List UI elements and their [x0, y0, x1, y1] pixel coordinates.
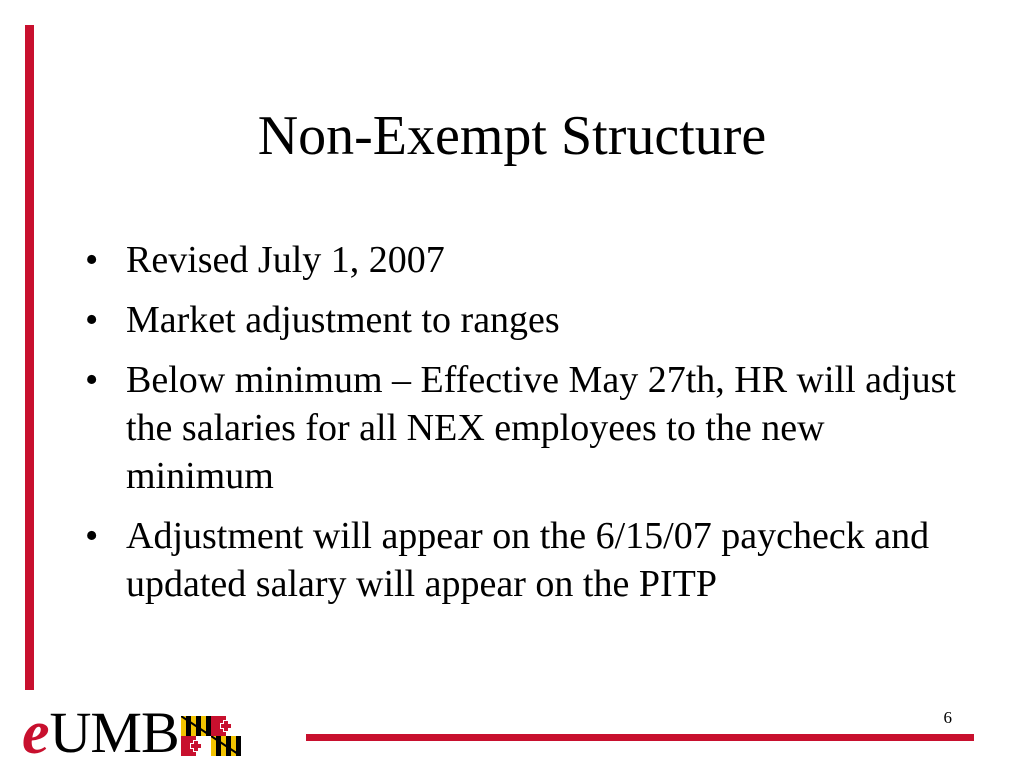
slide-title: Non-Exempt Structure [257, 105, 767, 167]
flag-crossland-quadrant [181, 736, 211, 756]
bullet-item [85, 296, 965, 344]
bullet-item [85, 356, 965, 500]
flag-calvert-quadrant [181, 716, 211, 736]
bottom-accent-bar [306, 734, 974, 741]
bullet-text: Adjustment will appear on the 6/15/07 paycheck and updated salary will appear on the PITP [126, 515, 930, 605]
logo-e-letter: e [22, 699, 50, 767]
bullet-marker: • [85, 359, 99, 401]
bullet-text: Below minimum – Effective May 27th, HR will adjust the salaries for all NEX employees to the new minimum [126, 359, 956, 497]
bullet-text: Revised July 1, 2007 [126, 239, 445, 281]
eumb-logo [22, 700, 241, 766]
bullet-marker: • [85, 239, 99, 281]
logo-umb-text: UMB [49, 700, 179, 765]
flag-crossland-quadrant [211, 716, 241, 736]
bullet-marker: • [85, 515, 99, 557]
bullet-marker: • [85, 299, 99, 341]
bullet-list [85, 236, 965, 620]
page-number: 6 [943, 708, 952, 727]
maryland-flag-icon [181, 716, 241, 756]
flag-calvert-quadrant [211, 736, 241, 756]
bullet-item [85, 512, 965, 608]
bullet-text: Market adjustment to ranges [126, 299, 560, 341]
bullet-item [85, 236, 965, 284]
